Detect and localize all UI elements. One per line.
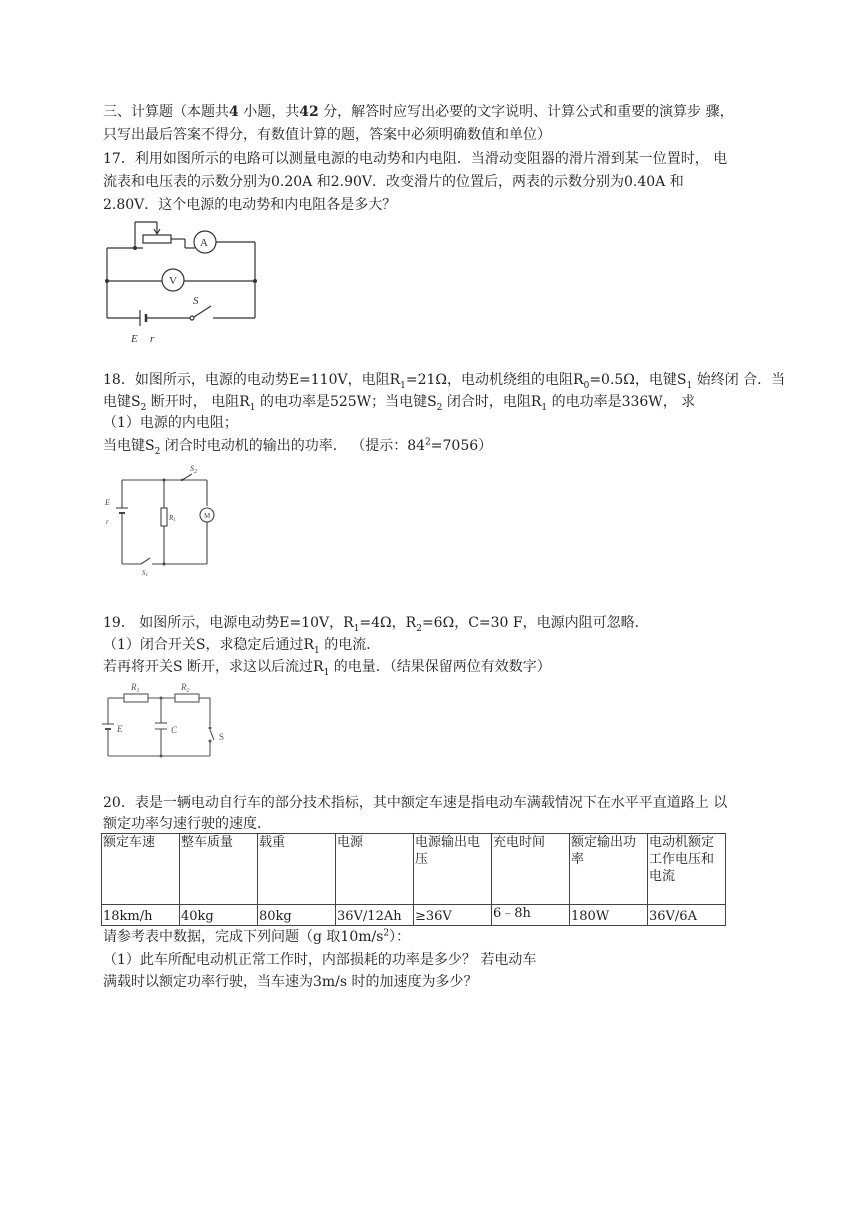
section-header: 三、计算题（本题共4 小题，共42 分，解答时应写出必要的文字说明、计算公式和重要的演算步 骤，	[103, 104, 734, 120]
q18-r-label: r	[106, 518, 109, 526]
spec-table-value-row	[102, 905, 726, 926]
value-cell: 36V/12Ah	[336, 905, 414, 926]
section-header-line2: 只写出最后答案不得分，有数值计算的题，答案中必须明确数值和单位）	[103, 127, 551, 143]
spec-table-header-row	[102, 834, 726, 905]
q19-text-line3: 若再将开关S 断开，求这以后流过$R_1$ 的电量．（结果保留两位有效数字）	[103, 659, 551, 678]
q17-text-line3: 2.80V．这个电源的电动势和内电阻各是多大？	[103, 197, 397, 213]
q20-question2: 满载时以额定功率行驶，当车速为3m/s 时的加速度为多少？	[103, 974, 478, 990]
q18-circuit-figure	[100, 462, 230, 582]
r1-label: R1	[169, 514, 176, 523]
header-cell: 额定输出功率	[570, 834, 648, 905]
q18-text-line1: 18．如图所示，电源的电动势E=110V，电阻$R_1=21\Omega$，电动机绕组的电阻$R_0=0.5\Omega$，电键$S_1$ 始终闭 合．当	[103, 372, 786, 391]
s1-label: S1	[142, 569, 148, 578]
q18-emf-label: E	[105, 498, 110, 507]
resistance-label: r	[150, 333, 155, 345]
q19-emf-label: E	[117, 724, 123, 734]
header-cell: 充电时间	[492, 834, 570, 905]
switch-label: S	[193, 295, 199, 307]
emf-label: E	[131, 333, 138, 345]
value-cell: 40kg	[180, 905, 258, 926]
q18-text-line3: （1）电源的内电阻；	[103, 415, 238, 431]
voltmeter-label: V	[169, 275, 177, 287]
q20-question1: （1）此车所配电动机正常工作时，内部损耗的功率是多少？ 若电动车	[103, 952, 537, 968]
q19-r2-label: $R_2$	[181, 682, 190, 694]
q17-text-line2: 流表和电压表的示数分别为0.20A 和2.90V．改变滑片的位置后，两表的示数分别为0.40A 和	[103, 174, 684, 190]
header-cell: 电源输出电压	[414, 834, 492, 905]
motor-label: M	[204, 512, 211, 520]
header-cell: 电源	[336, 834, 414, 905]
q17-text-line1: 17．利用如图所示的电路可以测量电源的电动势和内电阻．当滑动变阻器的滑片滑到某一位置时， 电	[103, 151, 728, 167]
spec-table	[101, 833, 726, 926]
header-cell: 载重	[258, 834, 336, 905]
q20-text-line2: 额定功率匀速行驶的速度．	[103, 816, 271, 832]
s2-label: $S_2$	[190, 464, 197, 475]
capacitor-label: C	[171, 725, 178, 735]
value-cell: 180W	[570, 905, 648, 926]
value-cell: 80kg	[258, 905, 336, 926]
q18-text-line2: 电键$S_2$ 断开时， 电阻$R_1$ 的电功率是525W；当电键$S_2$ 闭合时，电阻$R_1$ 的电功率是336W， 求	[103, 394, 696, 413]
q20-after-table-text: 请参考表中数据，完成下列问题（g 取$10m/s^2$）：	[103, 928, 411, 945]
q19-switch-label: S	[219, 732, 225, 742]
value-cell: ≥36V	[414, 905, 492, 926]
q19-r1-label: $R_1$	[131, 682, 140, 694]
header-cell: 电动机额定工作电压和电流	[648, 834, 726, 905]
header-cell: 额定车速	[102, 834, 180, 905]
q17-junction-dot	[133, 246, 137, 250]
q17-circuit-figure	[95, 218, 270, 348]
q18-text-line4: 当电键$S_2$ 闭合时电动机的输出的功率． （提示：$84^2=7056$）	[103, 437, 493, 457]
value-cell: 18km/h	[102, 905, 180, 926]
q19-circuit-figure	[98, 680, 238, 765]
q19-text-line2: （1）闭合开关S，求稳定后通过$R_1$ 的电流．	[103, 637, 381, 656]
q19-text-line1: 19． 如图所示，电源电动势E=10V，$R_1=4\Omega$，$R_2=6\Omega$，C=30 F，电源内阻可忽略．	[103, 615, 649, 634]
header-cell: 整车质量	[180, 834, 258, 905]
ammeter-label: A	[200, 237, 208, 249]
q20-text-line1: 20．表是一辆电动自行车的部分技术指标，其中额定车速是指电动车满载情况下在水平平直道路上 以	[103, 795, 728, 811]
value-cell: 36V/6A	[648, 905, 726, 926]
value-cell: 6﹣8h	[492, 905, 570, 926]
